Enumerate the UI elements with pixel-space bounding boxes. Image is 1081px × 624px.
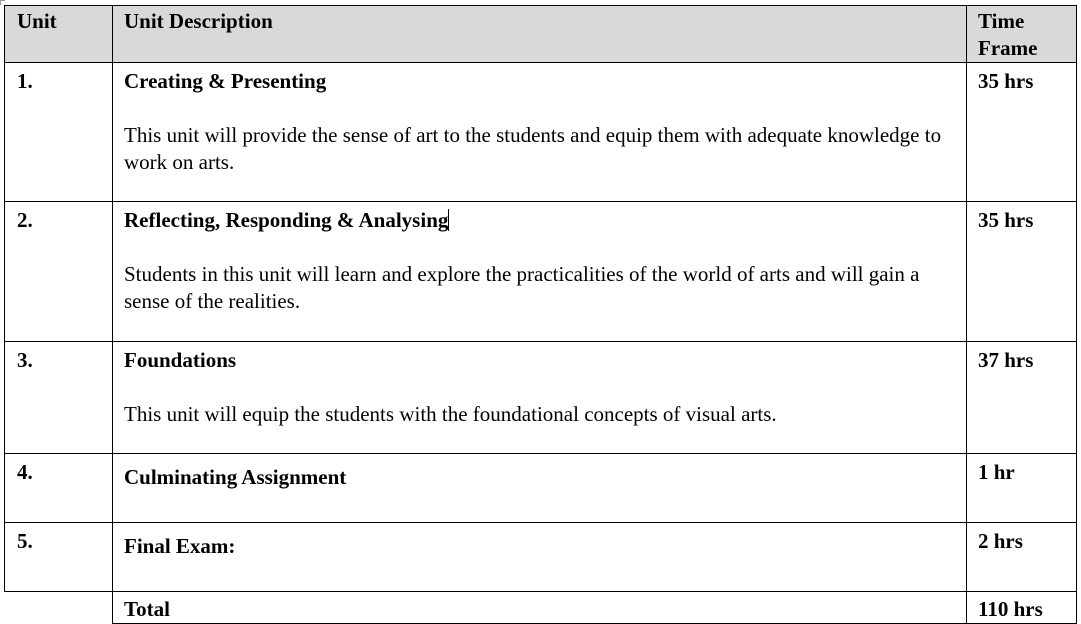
table-header-row: [5, 6, 1077, 63]
unit-number: 4.: [17, 460, 33, 484]
unit-number-cell: [5, 63, 113, 202]
unit-number: 2.: [17, 208, 33, 232]
unit-time: 37 hrs: [978, 348, 1034, 372]
total-unit-cell: [5, 592, 113, 624]
table-row: [5, 523, 1077, 592]
unit-description-cell: [113, 523, 967, 592]
unit-table: [4, 5, 1077, 624]
unit-description-cell: [113, 454, 967, 523]
header-description-label: Unit Description: [124, 9, 273, 33]
unit-time: 1 hr: [978, 460, 1015, 484]
total-row: [5, 592, 1077, 624]
header-time-frame: [967, 6, 1077, 63]
unit-title: Foundations: [124, 348, 237, 372]
unit-description-cell: [113, 342, 967, 454]
unit-title-with-cursor[interactable]: [124, 204, 966, 234]
header-time-frame-label: Time Frame: [978, 9, 1038, 60]
table-row: [5, 454, 1077, 523]
header-unit-label: Unit: [17, 9, 57, 33]
unit-description: Students in this unit will learn and explore the practicalities of the world of arts and will gain a sense of the realities.: [124, 262, 920, 313]
table-row: [5, 202, 1077, 342]
table-row: [5, 63, 1077, 202]
total-time-cell: [967, 592, 1077, 624]
unit-number: 1.: [17, 69, 33, 93]
unit-description-cell: [113, 202, 967, 342]
unit-time: 2 hrs: [978, 529, 1023, 553]
header-unit: [5, 6, 113, 63]
unit-number-cell: [5, 454, 113, 523]
unit-title: Reflecting, Responding & Analysing: [124, 208, 449, 232]
header-description: [113, 6, 967, 63]
unit-number-cell: [5, 523, 113, 592]
unit-title: Culminating Assignment: [124, 465, 347, 489]
unit-description-cell: [113, 63, 967, 202]
table-row: [5, 342, 1077, 454]
text-cursor: [448, 209, 449, 231]
unit-time-cell: [967, 454, 1077, 523]
unit-description: This unit will equip the students with the foundational concepts of visual arts.: [124, 402, 777, 426]
unit-title: Creating & Presenting: [124, 69, 327, 93]
total-label: Total: [124, 597, 170, 621]
unit-time: 35 hrs: [978, 69, 1034, 93]
unit-time-cell: [967, 63, 1077, 202]
unit-time-cell: [967, 342, 1077, 454]
unit-time: 35 hrs: [978, 208, 1034, 232]
unit-time-cell: [967, 202, 1077, 342]
unit-time-cell: [967, 523, 1077, 592]
unit-number: 3.: [17, 348, 33, 372]
unit-number: 5.: [17, 529, 33, 553]
total-time: 110 hrs: [978, 597, 1043, 621]
total-label-cell: [113, 592, 967, 624]
unit-description: This unit will provide the sense of art to the students and equip them with adequate knowledge to work on arts.: [124, 123, 942, 174]
unit-title: Final Exam:: [124, 534, 236, 558]
unit-number-cell: [5, 202, 113, 342]
unit-number-cell: [5, 342, 113, 454]
